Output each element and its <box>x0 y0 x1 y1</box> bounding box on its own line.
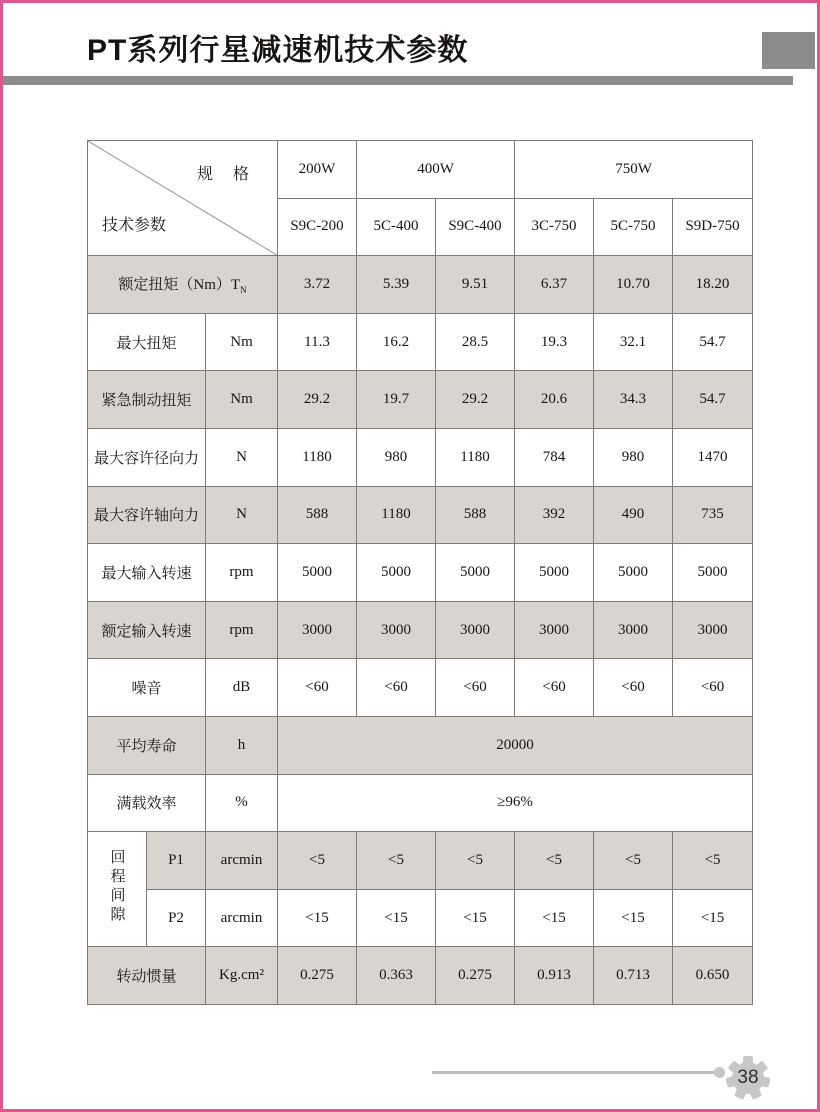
value-cell: 32.1 <box>594 313 673 371</box>
value-cell: 0.363 <box>357 947 436 1005</box>
table-row <box>88 716 753 774</box>
corner-params-label: 技术参数 <box>102 217 167 235</box>
table-row <box>88 947 753 1005</box>
value-cell: <5 <box>673 832 753 890</box>
value-cell: 18.20 <box>673 256 753 314</box>
value-cell: 5000 <box>357 544 436 602</box>
value-cell: 10.70 <box>594 256 673 314</box>
value-cell: <60 <box>673 659 753 717</box>
unit-cell: h <box>206 716 278 774</box>
corner-spec-label: 规 格 <box>197 166 252 183</box>
table-row <box>88 371 753 429</box>
value-cell: 29.2 <box>278 371 357 429</box>
value-cell: 29.2 <box>436 371 515 429</box>
param-label-cell: 平均寿命 <box>88 716 206 774</box>
param-label-cell: 最大容许轴向力 <box>88 486 206 544</box>
page-number: 38 <box>737 1067 759 1088</box>
value-cell: 392 <box>515 486 594 544</box>
value-cell: <60 <box>515 659 594 717</box>
value-cell: 1180 <box>278 428 357 486</box>
param-label-cell: 紧急制动扭矩 <box>88 371 206 429</box>
value-cell: <60 <box>278 659 357 717</box>
power-group-cell: 400W <box>357 141 515 199</box>
table-row <box>88 486 753 544</box>
value-cell: <5 <box>436 832 515 890</box>
value-cell: 1180 <box>357 486 436 544</box>
param-label: 额定扭矩（Nm）T <box>118 277 241 294</box>
value-cell: 9.51 <box>436 256 515 314</box>
model-cell: 3C-750 <box>515 198 594 256</box>
value-cell: 5000 <box>673 544 753 602</box>
unit-cell: rpm <box>206 544 278 602</box>
value-cell: 490 <box>594 486 673 544</box>
value-cell: 3000 <box>436 601 515 659</box>
unit-cell: N <box>206 486 278 544</box>
value-cell: 5000 <box>515 544 594 602</box>
value-cell: 588 <box>436 486 515 544</box>
spec-table <box>87 140 753 1005</box>
diagonal-divider-line <box>88 141 277 255</box>
param-label-cell: 满载效率 <box>88 774 206 832</box>
value-cell: <5 <box>594 832 673 890</box>
value-cell: <15 <box>673 889 753 947</box>
model-cell: 5C-750 <box>594 198 673 256</box>
value-cell: 54.7 <box>673 313 753 371</box>
value-cell: 0.713 <box>594 947 673 1005</box>
value-cell: 588 <box>278 486 357 544</box>
power-group-cell: 750W <box>515 141 753 199</box>
value-cell: 0.913 <box>515 947 594 1005</box>
model-cell: 5C-400 <box>357 198 436 256</box>
param-label-cell: 额定输入转速 <box>88 601 206 659</box>
value-cell: 0.275 <box>436 947 515 1005</box>
merged-value-cell: 20000 <box>278 716 753 774</box>
value-cell: 3000 <box>278 601 357 659</box>
value-cell: <15 <box>278 889 357 947</box>
value-cell: 3.72 <box>278 256 357 314</box>
table-row <box>88 428 753 486</box>
value-cell: 3000 <box>357 601 436 659</box>
table-row <box>88 774 753 832</box>
footer-rule <box>432 1071 719 1074</box>
model-cell: S9C-200 <box>278 198 357 256</box>
unit-cell: rpm <box>206 601 278 659</box>
unit-cell: Nm <box>206 371 278 429</box>
model-cell: S9D-750 <box>673 198 753 256</box>
value-cell: 19.3 <box>515 313 594 371</box>
table-row <box>88 256 753 314</box>
value-cell: <15 <box>357 889 436 947</box>
unit-cell: N <box>206 428 278 486</box>
value-cell: 5000 <box>278 544 357 602</box>
backlash-group-cell <box>88 832 147 947</box>
value-cell: 54.7 <box>673 371 753 429</box>
value-cell: 5000 <box>436 544 515 602</box>
value-cell: 980 <box>594 428 673 486</box>
param-label-cell: 转动惯量 <box>88 947 206 1005</box>
param-label-cell: 最大容许径向力 <box>88 428 206 486</box>
power-group-cell: 200W <box>278 141 357 199</box>
header-accent-square <box>762 32 815 69</box>
value-cell: <5 <box>357 832 436 890</box>
table-header-row-power <box>88 141 753 199</box>
table-row <box>88 659 753 717</box>
value-cell: <60 <box>594 659 673 717</box>
value-cell: 16.2 <box>357 313 436 371</box>
unit-cell: Kg.cm² <box>206 947 278 1005</box>
backlash-group-label: 回程间隙 <box>108 848 125 925</box>
value-cell: 34.3 <box>594 371 673 429</box>
table-row <box>88 889 753 947</box>
page-number-badge <box>726 1056 770 1100</box>
value-cell: 980 <box>357 428 436 486</box>
unit-cell: arcmin <box>206 832 278 890</box>
param-label-cell: 最大扭矩 <box>88 313 206 371</box>
table-row <box>88 601 753 659</box>
table-row <box>88 313 753 371</box>
backlash-sub-label: P2 <box>147 889 206 947</box>
unit-cell: arcmin <box>206 889 278 947</box>
unit-cell: % <box>206 774 278 832</box>
value-cell: 0.650 <box>673 947 753 1005</box>
value-cell: <60 <box>436 659 515 717</box>
value-cell: 6.37 <box>515 256 594 314</box>
value-cell: <60 <box>357 659 436 717</box>
backlash-sub-label: P1 <box>147 832 206 890</box>
value-cell: 784 <box>515 428 594 486</box>
unit-cell: Nm <box>206 313 278 371</box>
value-cell: 3000 <box>673 601 753 659</box>
unit-cell: dB <box>206 659 278 717</box>
merged-value-cell: ≥96% <box>278 774 753 832</box>
param-label-cell <box>88 256 278 314</box>
value-cell: 5000 <box>594 544 673 602</box>
model-cell: S9C-400 <box>436 198 515 256</box>
corner-cell <box>88 141 278 256</box>
value-cell: 1470 <box>673 428 753 486</box>
param-label-cell: 噪音 <box>88 659 206 717</box>
value-cell: 20.6 <box>515 371 594 429</box>
footer-rule-end-dot <box>714 1067 725 1078</box>
table-row <box>88 544 753 602</box>
value-cell: <15 <box>594 889 673 947</box>
value-cell: 5.39 <box>357 256 436 314</box>
value-cell: 1180 <box>436 428 515 486</box>
title-underline-bar <box>3 76 793 85</box>
value-cell: <5 <box>515 832 594 890</box>
table-row <box>88 832 753 890</box>
param-label-cell: 最大输入转速 <box>88 544 206 602</box>
value-cell: 11.3 <box>278 313 357 371</box>
page-title: PT系列行星减速机技术参数 <box>87 34 469 67</box>
value-cell: 28.5 <box>436 313 515 371</box>
value-cell: <15 <box>515 889 594 947</box>
value-cell: 735 <box>673 486 753 544</box>
value-cell: 0.275 <box>278 947 357 1005</box>
value-cell: 19.7 <box>357 371 436 429</box>
value-cell: 3000 <box>515 601 594 659</box>
param-label-subscript: N <box>240 285 247 296</box>
value-cell: <5 <box>278 832 357 890</box>
value-cell: <15 <box>436 889 515 947</box>
value-cell: 3000 <box>594 601 673 659</box>
